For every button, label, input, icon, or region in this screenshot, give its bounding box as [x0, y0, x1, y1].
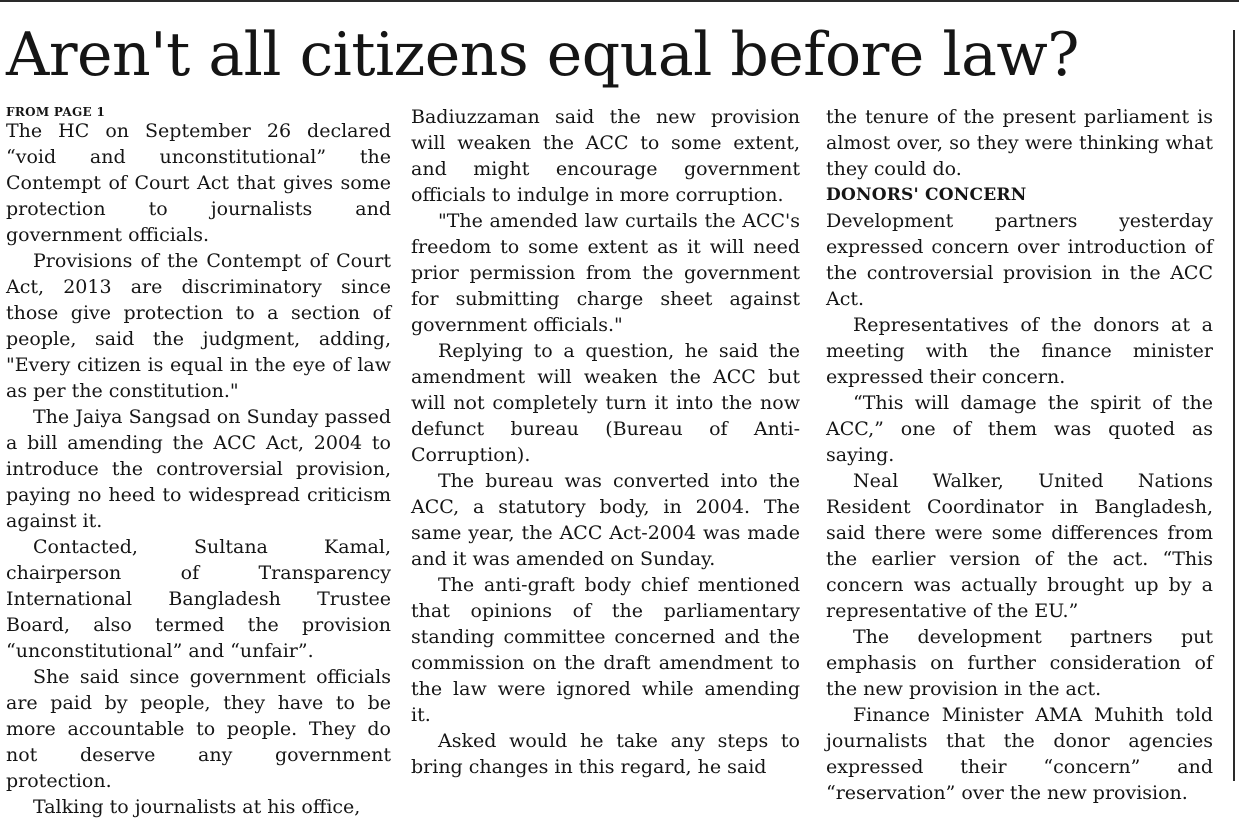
paragraph: The anti-graft body chief mentioned that opinions of the parliamentary standing committee concerned and the commission on the draft amendment to the law were ignored while amending it.	[411, 574, 800, 726]
paragraph: “This will damage the spirit of the ACC,” one of them was quoted as saying.	[826, 392, 1213, 466]
section-subhead: DONORS' CONCERN	[826, 185, 1027, 205]
paragraph: She said since government officials are paid by people, they have to be more accountable to people. They do not deserve any government protection.	[6, 666, 391, 792]
top-rule	[0, 0, 1239, 2]
paragraph: the tenure of the present parliament is almost over, so they were thinking what they could do.	[826, 106, 1213, 180]
paragraph: Provisions of the Contempt of Court Act, 2013 are discriminatory since those give protection to a section of people, said the judgment, adding, "Every citizen is equal in the eye of law as per the constitution."	[6, 250, 391, 402]
article-column-1	[6, 104, 391, 818]
paragraph: Badiuzzaman said the new provision will weaken the ACC to some extent, and might encourage government officials to indulge in more corruption.	[411, 106, 800, 206]
article-column-3	[826, 104, 1213, 804]
from-page-label: FROM PAGE 1	[6, 105, 106, 119]
paragraph: Replying to a question, he said the amendment will weaken the ACC but will not completely turn it into the now defunct bureau (Bureau of Anti-Corruption).	[411, 340, 800, 466]
paragraph: The Jaiya Sangsad on Sunday passed a bill amending the ACC Act, 2004 to introduce the controversial provision, paying no heed to widespread criticism against it.	[6, 406, 391, 532]
paragraph: The development partners put emphasis on further consideration of the new provision in the act.	[826, 626, 1213, 700]
paragraph: Representatives of the donors at a meeting with the finance minister expressed their concern.	[826, 314, 1213, 388]
article-column-2	[411, 104, 800, 781]
paragraph: Neal Walker, United Nations Resident Coordinator in Bangladesh, said there were some differences from the earlier version of the act. “This concern was actually brought up by a representative of the EU.”	[826, 470, 1213, 622]
paragraph: Asked would he take any steps to bring changes in this regard, he said	[411, 730, 800, 778]
paragraph: Contacted, Sultana Kamal, chairperson of Transparency International Bangladesh Trustee Board, also termed the provision “unconstitutional” and “unfair”.	[6, 536, 391, 662]
column-rule	[1233, 30, 1235, 781]
paragraph: The HC on September 26 declared “void and unconstitutional” the Contempt of Court Act that gives some protection to journalists and government officials.	[6, 120, 391, 246]
paragraph: The bureau was converted into the ACC, a statutory body, in 2004. The same year, the ACC Act-2004 was made and it was amended on Sunday.	[411, 470, 800, 570]
paragraph: Finance Minister AMA Muhith told journalists that the donor agencies expressed their “concern” and “reservation” over the new provision.	[826, 704, 1213, 804]
paragraph: Development partners yesterday expressed concern over introduction of the controversial provision in the ACC Act.	[826, 210, 1213, 310]
paragraph: Talking to journalists at his office,	[33, 796, 361, 818]
headline: Aren't all citizens equal before law?	[6, 20, 1079, 90]
paragraph: "The amended law curtails the ACC's freedom to some extent as it will need prior permission from the government for submitting charge sheet against government officials."	[411, 210, 800, 336]
